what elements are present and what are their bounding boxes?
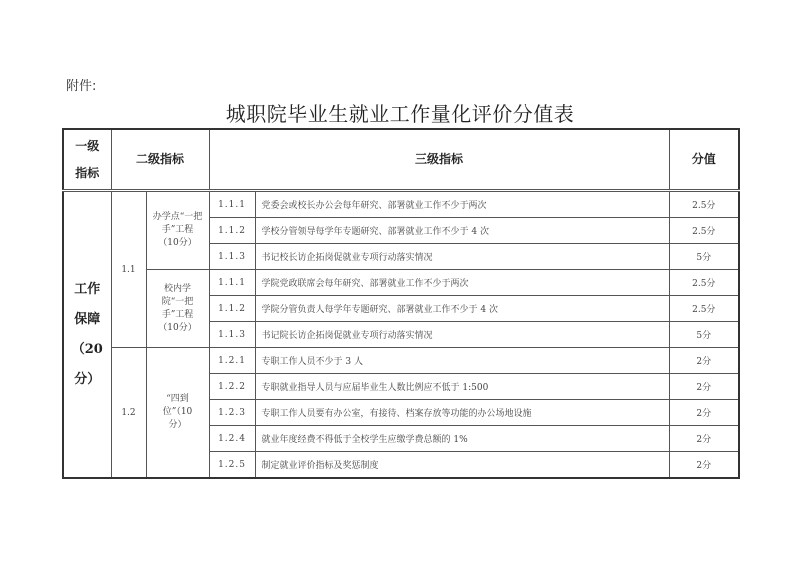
header-row <box>63 129 739 191</box>
header-level3: 三级指标 <box>209 129 669 191</box>
item-score: 5分 <box>669 244 739 270</box>
item-text: 学校分管领导每学年专题研究、部署就业工作不少于 4 次 <box>255 218 669 244</box>
item-number: 1.2.1 <box>209 348 255 374</box>
item-text: 就业年度经费不得低于全校学生应缴学费总额的 1% <box>255 426 669 452</box>
level2-name: 办学点“一把手”工程（10分） <box>146 191 209 270</box>
item-number: 1.1.3 <box>209 244 255 270</box>
item-number: 1.2.5 <box>209 452 255 479</box>
item-number: 1.1.2 <box>209 296 255 322</box>
item-text: 党委会或校长办公会每年研究、部署就业工作不少于两次 <box>255 191 669 218</box>
document-title: 城职院毕业生就业工作量化评价分值表 <box>225 102 575 126</box>
item-number: 1.2.2 <box>209 374 255 400</box>
item-score: 2分 <box>669 452 739 479</box>
item-score: 2.5分 <box>669 270 739 296</box>
item-text: 专职工作人员要有办公室，有接待、档案存放等功能的办公场地设施 <box>255 400 669 426</box>
attachment-label: 附件: <box>66 79 97 94</box>
item-text: 专职工作人员不少于 3 人 <box>255 348 669 374</box>
item-number: 1.2.4 <box>209 426 255 452</box>
item-score: 2分 <box>669 426 739 452</box>
item-text: 制定就业评价指标及奖惩制度 <box>255 452 669 479</box>
item-score: 2.5分 <box>669 296 739 322</box>
item-score: 2分 <box>669 400 739 426</box>
header-level1: 一级指标 <box>63 129 111 191</box>
item-score: 2分 <box>669 374 739 400</box>
item-number: 1.1.1 <box>209 270 255 296</box>
header-score: 分值 <box>669 129 739 191</box>
level1-cell: 工作保障（20分） <box>63 191 111 479</box>
item-score: 2分 <box>669 348 739 374</box>
table-row <box>63 348 739 374</box>
item-number: 1.1.1 <box>209 191 255 218</box>
item-score: 2.5分 <box>669 191 739 218</box>
item-text: 专职就业指导人员与应届毕业生人数比例应不低于 1:500 <box>255 374 669 400</box>
item-score: 2.5分 <box>669 218 739 244</box>
item-text: 书记院长访企拓岗促就业专项行动落实情况 <box>255 322 669 348</box>
level2-code: 1.1 <box>111 191 146 348</box>
evaluation-table <box>62 128 740 479</box>
item-number: 1.1.2 <box>209 218 255 244</box>
header-level2: 二级指标 <box>111 129 209 191</box>
table-row <box>63 270 739 296</box>
item-number: 1.2.3 <box>209 400 255 426</box>
table-row <box>63 191 739 218</box>
level2-name: “四到位”（10分） <box>146 348 209 479</box>
item-text: 学院党政联席会每年研究、部署就业工作不少于两次 <box>255 270 669 296</box>
item-text: 学院分管负责人每学年专题研究、部署就业工作不少于 4 次 <box>255 296 669 322</box>
level2-code: 1.2 <box>111 348 146 479</box>
item-number: 1.1.3 <box>209 322 255 348</box>
level2-name: 校内学院“一把手”工程（10分） <box>146 270 209 348</box>
item-score: 5分 <box>669 322 739 348</box>
item-text: 书记校长访企拓岗促就业专项行动落实情况 <box>255 244 669 270</box>
